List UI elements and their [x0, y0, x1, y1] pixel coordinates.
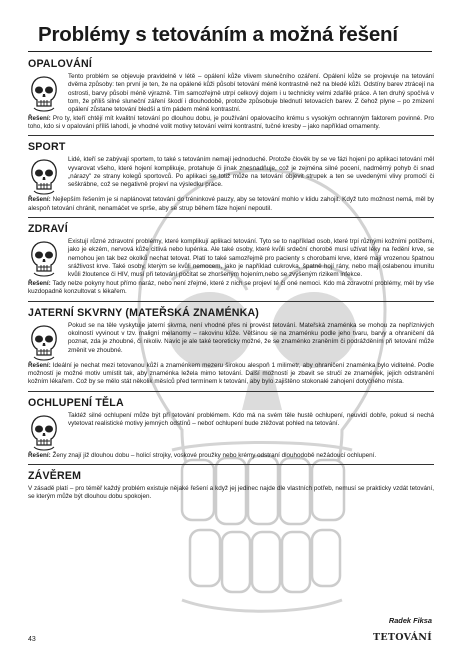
section-row [28, 73, 434, 115]
solution-label: Řešení: [28, 279, 51, 287]
skull-icon [28, 324, 60, 362]
article-section [28, 223, 434, 301]
skull-icon [28, 158, 60, 196]
section-heading: OCHLUPENÍ TĚLA [28, 396, 124, 409]
page-number: 43 [28, 636, 36, 643]
magazine-logo [373, 632, 432, 643]
section-heading: SPORT [28, 141, 66, 154]
section-row [28, 412, 434, 452]
section-row [28, 322, 434, 362]
section-row [28, 238, 434, 280]
section-text [68, 156, 434, 189]
solution-label: Řešení: [28, 196, 51, 204]
section-paragraph: Lidé, kteří se zabývají sportem, to také s tetováním nemají jednoduché. Protože člověk by se ve fázi hojení po aplikaci tetování měl vyvarovat všeho, které hojení komplikuje, protahuje či jinak znesnadňuje, což je zejména silné pocení, nadměrný pohyb či snad „nárazy" ze strany kolegů sportovců. Po aplikaci se totiž může na tetování objevit strupek a ten se uvedenými vlivy promočí či seškrábne, což se negativně projeví na výsledku práce. [68, 156, 434, 189]
solution-label: Řešení: [28, 361, 51, 369]
section-heading: JATERNÍ SKVRNY (MATEŘSKÁ ZNAMÉNKA) [28, 306, 260, 319]
section-paragraph: Taktéž silné ochlupení může být při tetování problémem. Kdo má na svém těle hustě ochlupení, neuvidí dobře, pokud si nechá vytetovat realistické motivy jemných odstínů – neboť ochlupení bude ztěžovat pohled na tetování. [68, 411, 434, 427]
solution-text: Ženy znají již dlouhou dobu – holicí strojky, voskové proužky nebo krémy odstraní dlouhodobě nežádoucí ochlupení. [50, 451, 377, 459]
section-divider [28, 217, 434, 218]
section-divider [28, 301, 434, 302]
section-divider [28, 135, 434, 136]
solution-paragraph [28, 196, 434, 213]
section-paragraph: Pokud se na těle vyskytuje jaterní skvrna, není vhodné přes ni provést tetování. Mateřská znaménka se mohou za nepříznivých okolností vyvinout v tzv. maligní melanomy – rakovinu kůže. Většinou se na znaménku podle jeho tvaru, barvy a ohraničení dá poznat, zda je zhoubné, či nikoliv. Navíc je ale také teoreticky možné, že se znaménko zraněním či podrážděním při tetování může změnit ve zhoubné. [68, 321, 434, 354]
solution-text: Tady nelze pokyny hout přímo naráz, nebo není zřejmé, které z nich se projeví té či oné nemoci. Kdo má zdravotní problémy, měl by vše kuzdopadně konzultovat s lékařem. [28, 279, 434, 296]
article-section [28, 397, 434, 465]
author-signature: Radek Fiksa [388, 616, 432, 625]
conclusion-text: V zásadě platí – pro téměř každý problém existuje nějaké řešení a když jej jedinec najde dle vlastních potřeb, nemusí se prakticky vzdát tetování, se kterým může být dlouhou dobu spokojen. [28, 484, 434, 501]
section-text [68, 412, 434, 429]
conclusion-section [28, 470, 434, 502]
section-divider [28, 464, 434, 465]
section-row [28, 156, 434, 196]
section-heading: ZDRAVÍ [28, 223, 68, 236]
solution-text: Ideální je nechat mezi tetovanou kůží a znaménkem mezeru širokou alespoň 1 milimetr, aby ohraničení znaménka bylo viditelné. Podle možností je možné motiv umístit tak, aby znaménka ležela mimo tetování. Další možností je zbavit se stručí ze znamének, jejich odstranění kožním lékařem. Což by se mělo stát několik měsíců před termínem k tetování, aby bylo zajištěno stokonalé zahojení dotyčného místa. [28, 361, 434, 386]
title-rule [28, 51, 432, 52]
logo-text: TETOVÁNÍ [372, 632, 432, 643]
section-paragraph: Tento problém se objevuje pravidelně v létě – opálení kůže vlivem slunečního ozáření. Opálení kůže se projevuje na tetování dvěma způsoby: ten první je ten, že na opálené kůži působí tetování méně kontrastně než na bledé kůži. Odstíny barev ztrácejí na ostrosti, barvy působí méně výrazně. Tím samozřejmě utrpí celkový dojem i u technicky velmi zdařilé práce. A ten druhý spočívá v tom, že příliš silné sluneční záření škodí i dlouhodobě, protože způsobuje blednutí tetovacích barev. Z čehož plyne – po zmizení opálení zůstane tetování bledší a tím pádem méně kontrastní. [68, 73, 434, 114]
solution-paragraph [28, 362, 434, 387]
article-section [28, 307, 434, 392]
section-text [68, 322, 434, 355]
section-text [68, 73, 434, 115]
section-divider [28, 391, 434, 392]
skull-icon [28, 75, 60, 113]
solution-paragraph [28, 452, 434, 460]
section-heading: OPALOVÁNÍ [28, 58, 92, 70]
article-body [28, 58, 434, 502]
solution-text: Nejlepším řešením je si naplánovat tetování do tréninkové pauzy, aby se tetování mohlo v klidu zahojit. Když tuto možnost nemá, měl by alespoň tetování chránit, nenamáčet ve sprše, aby se strup během fáze hojení nepoutil. [28, 196, 434, 212]
skull-icon [28, 414, 60, 452]
section-text [68, 238, 434, 280]
conclusion-heading: ZÁVĚREM [28, 469, 82, 482]
article-section [28, 141, 434, 218]
article-sections [28, 58, 434, 465]
section-paragraph: Existují různé zdravotní problémy, které komplikují aplikaci tetování. Tyto se to například osob, které trpí různými kožními potížemi, jako je ekzém, nervová kůže citlivá nebo lupénka. Ale také osoby, které kvůli srdeční chorobě musí užívat léky na ředění krve, se nemohou jen tak bez okolků nechat tetovat. Platí to také samozřejmě pro pacienty s chorobami krve, které mají vrozenou špatnou srážlivost krve. Také osoby, kterým se kvůli nemocem, jako je například cukrovka, špatně hojí rány, nebo mají oslabenou imunitu kvůli žloutence či HIV, musí při tetování počítat se zhoršeným hojením,nebo se zvýšeným rizikem infekce. [68, 238, 434, 279]
solution-paragraph [28, 280, 434, 297]
page-title: Problémy s tetováním a možná řešení [38, 23, 398, 46]
article-section [28, 58, 434, 136]
solution-label: Řešení: [28, 451, 51, 459]
solution-paragraph [28, 115, 434, 132]
solution-label: Řešení: [28, 114, 51, 122]
solution-text: Pro ty, kteří chtějí mít kvalitní tetování po dlouhou dobu, je používání opalovacího krému s vysokým ochranným faktorem povinné. Pro toho, kdo si v opalování příliš lahodí, je vhodné volit motivy tetování velmi kontrastní, tučné kresby – jako například ornamenty. [28, 114, 434, 131]
skull-icon [28, 240, 60, 278]
